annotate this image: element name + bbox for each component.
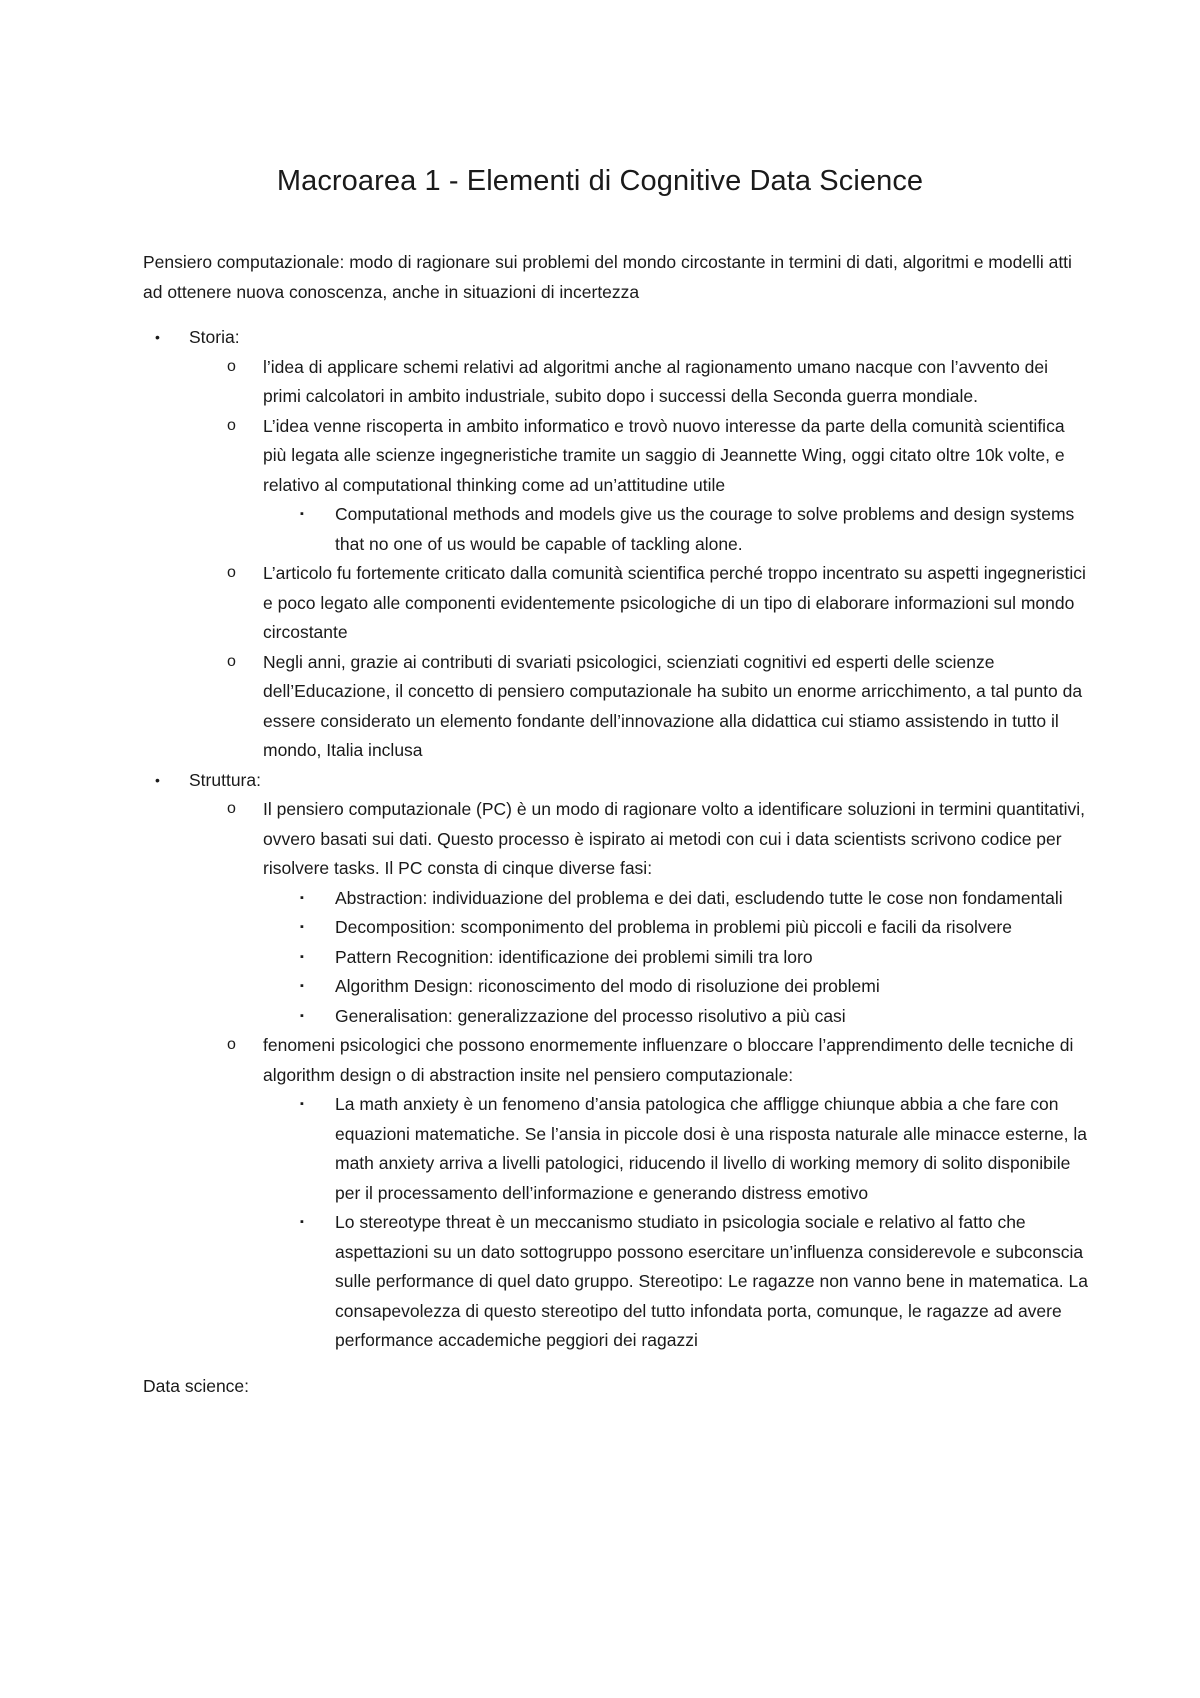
data-science-label: Data science: bbox=[143, 1375, 250, 1396]
phase-text: Algorithm Design: riconoscimento del modo di risoluzione dei problemi bbox=[335, 976, 880, 996]
storia-item-text: L’articolo fu fortemente criticato dalla comunità scientifica perché troppo incentrato su aspetti ingegneristici e poco legato alle componenti evidentemente psicologiche di un tipo di elaborare informazioni sul mondo circostante bbox=[263, 563, 1086, 642]
square-bullet-icon: ▪ bbox=[300, 950, 304, 963]
list-item bbox=[143, 648, 1088, 766]
list-item bbox=[143, 412, 1088, 501]
phenomena-intro-text: fenomeni psicologici che possono enormemente influenzare o bloccare l’apprendimento delle tecniche di algorithm design o di abstraction insite nel pensiero computazionale: bbox=[263, 1035, 1074, 1085]
list-item bbox=[143, 500, 1088, 559]
phase-text: Decomposition: scomponimento del problema in problemi più piccoli e facili da risolvere bbox=[335, 917, 1012, 937]
bullet-icon: • bbox=[155, 771, 160, 788]
top-level-list bbox=[143, 323, 1088, 1356]
square-bullet-icon: ▪ bbox=[300, 891, 304, 904]
list-item-struttura bbox=[143, 766, 1088, 796]
list-item bbox=[143, 884, 1088, 914]
phase-text: Generalisation: generalizzazione del processo risolutivo a più casi bbox=[335, 1005, 846, 1026]
list-item bbox=[143, 353, 1088, 412]
list-item bbox=[143, 972, 1088, 1002]
square-bullet-icon: ▪ bbox=[300, 921, 304, 933]
circle-bullet-icon: o bbox=[227, 1036, 236, 1053]
list-item bbox=[143, 1002, 1088, 1032]
list-item bbox=[143, 559, 1088, 648]
list-item bbox=[143, 1031, 1088, 1090]
list-item-storia bbox=[143, 323, 1088, 353]
storia-label: Storia: bbox=[189, 327, 240, 347]
circle-bullet-icon: o bbox=[227, 416, 236, 434]
intro-paragraph: Pensiero computazionale: modo di ragionare sui problemi del mondo circostante in termini di dati, algoritmi e modelli atti ad ottenere nuova conoscenza, anche in situazioni di incertezza bbox=[143, 252, 1072, 302]
storia-item-text: Negli anni, grazie ai contributi di svariati psicologici, scienziati cognitivi ed esperti delle scienze dell’Educazione, il concetto di pensiero computazionale ha subito un enorme arricchimento, a tal punto da essere considerato un elemento fondante dell’innovazione alla didattica cui stiamo assistendo in tutto il mondo, Italia inclusa bbox=[263, 651, 1083, 760]
phenomenon-text: Lo stereotype threat è un meccanismo studiato in psicologia sociale e relativo al fatto che aspettazioni su un dato sottogruppo possono esercitare un’influenza considerevole e subconscia sulle performance di quel dato gruppo. Stereotipo: Le ragazze non vanno bene in matematica. La consapevolezza di questo stereotipo del tutto infondata porta, comunque, le ragazze ad avere performance accademiche peggiori dei ragazzi bbox=[335, 1212, 1088, 1350]
circle-bullet-icon: o bbox=[227, 652, 236, 670]
list-item bbox=[143, 795, 1088, 884]
circle-bullet-icon: o bbox=[227, 564, 236, 581]
storia-item-text: L’idea venne riscoperta in ambito informatico e trovò nuovo interesse da parte della comunità scientifica più legata alle scienze ingegneristiche tramite un saggio di Jeannette Wing, oggi citato oltre 10k volte, e relativo al computational thinking come ad un’attitudine utile bbox=[263, 415, 1065, 495]
pc-intro-text: Il pensiero computazionale (PC) è un modo di ragionare volto a identificare soluzioni in termini quantitativi, ovvero basati sui dati. Questo processo è ispirato ai metodi con cui i data scientists scrivono codice per risolvere tasks. Il PC consta di cinque diverse fasi: bbox=[263, 799, 1085, 878]
square-bullet-icon: ▪ bbox=[300, 980, 304, 992]
phase-text: Abstraction: individuazione del problema e dei dati, escludendo tutte le cose non fondamentali bbox=[335, 887, 1063, 908]
document-title: Macroarea 1 - Elementi di Cognitive Data Science bbox=[276, 165, 924, 198]
bullet-icon: • bbox=[155, 329, 160, 345]
storia-quote-text: Computational methods and models give us the courage to solve problems and design systems that no one of us would be capable of tackling alone. bbox=[335, 504, 1075, 554]
list-item bbox=[143, 1208, 1088, 1356]
phase-text: Pattern Recognition: identificazione dei problemi simili tra loro bbox=[335, 946, 813, 967]
square-bullet-icon: ▪ bbox=[300, 1098, 304, 1110]
list-item bbox=[143, 913, 1088, 943]
square-bullet-icon: ▪ bbox=[300, 1009, 304, 1022]
square-bullet-icon: ▪ bbox=[300, 508, 304, 520]
square-bullet-icon: ▪ bbox=[300, 1216, 304, 1228]
document-body bbox=[143, 248, 1088, 1419]
circle-bullet-icon: o bbox=[227, 357, 236, 375]
phenomenon-text: La math anxiety è un fenomeno d’ansia patologica che affligge chiunque abbia a che fare con equazioni matematiche. Se l’ansia in piccole dosi è una risposta naturale alle minacce esterne, la math anxiety arriva a livelli patologici, riducendo il livello di working memory di solito disponibile per il processamento dell’informazione e generando distress emotivo bbox=[335, 1094, 1087, 1203]
list-item bbox=[143, 943, 1088, 973]
circle-bullet-icon: o bbox=[227, 800, 236, 817]
list-item bbox=[143, 1090, 1088, 1208]
struttura-label: Struttura: bbox=[189, 769, 261, 790]
storia-item-text: l’idea di applicare schemi relativi ad algoritmi anche al ragionamento umano nacque con l’avvento dei primi calcolatori in ambito industriale, subito dopo i successi della Seconda guerra mondiale. bbox=[263, 356, 1049, 406]
